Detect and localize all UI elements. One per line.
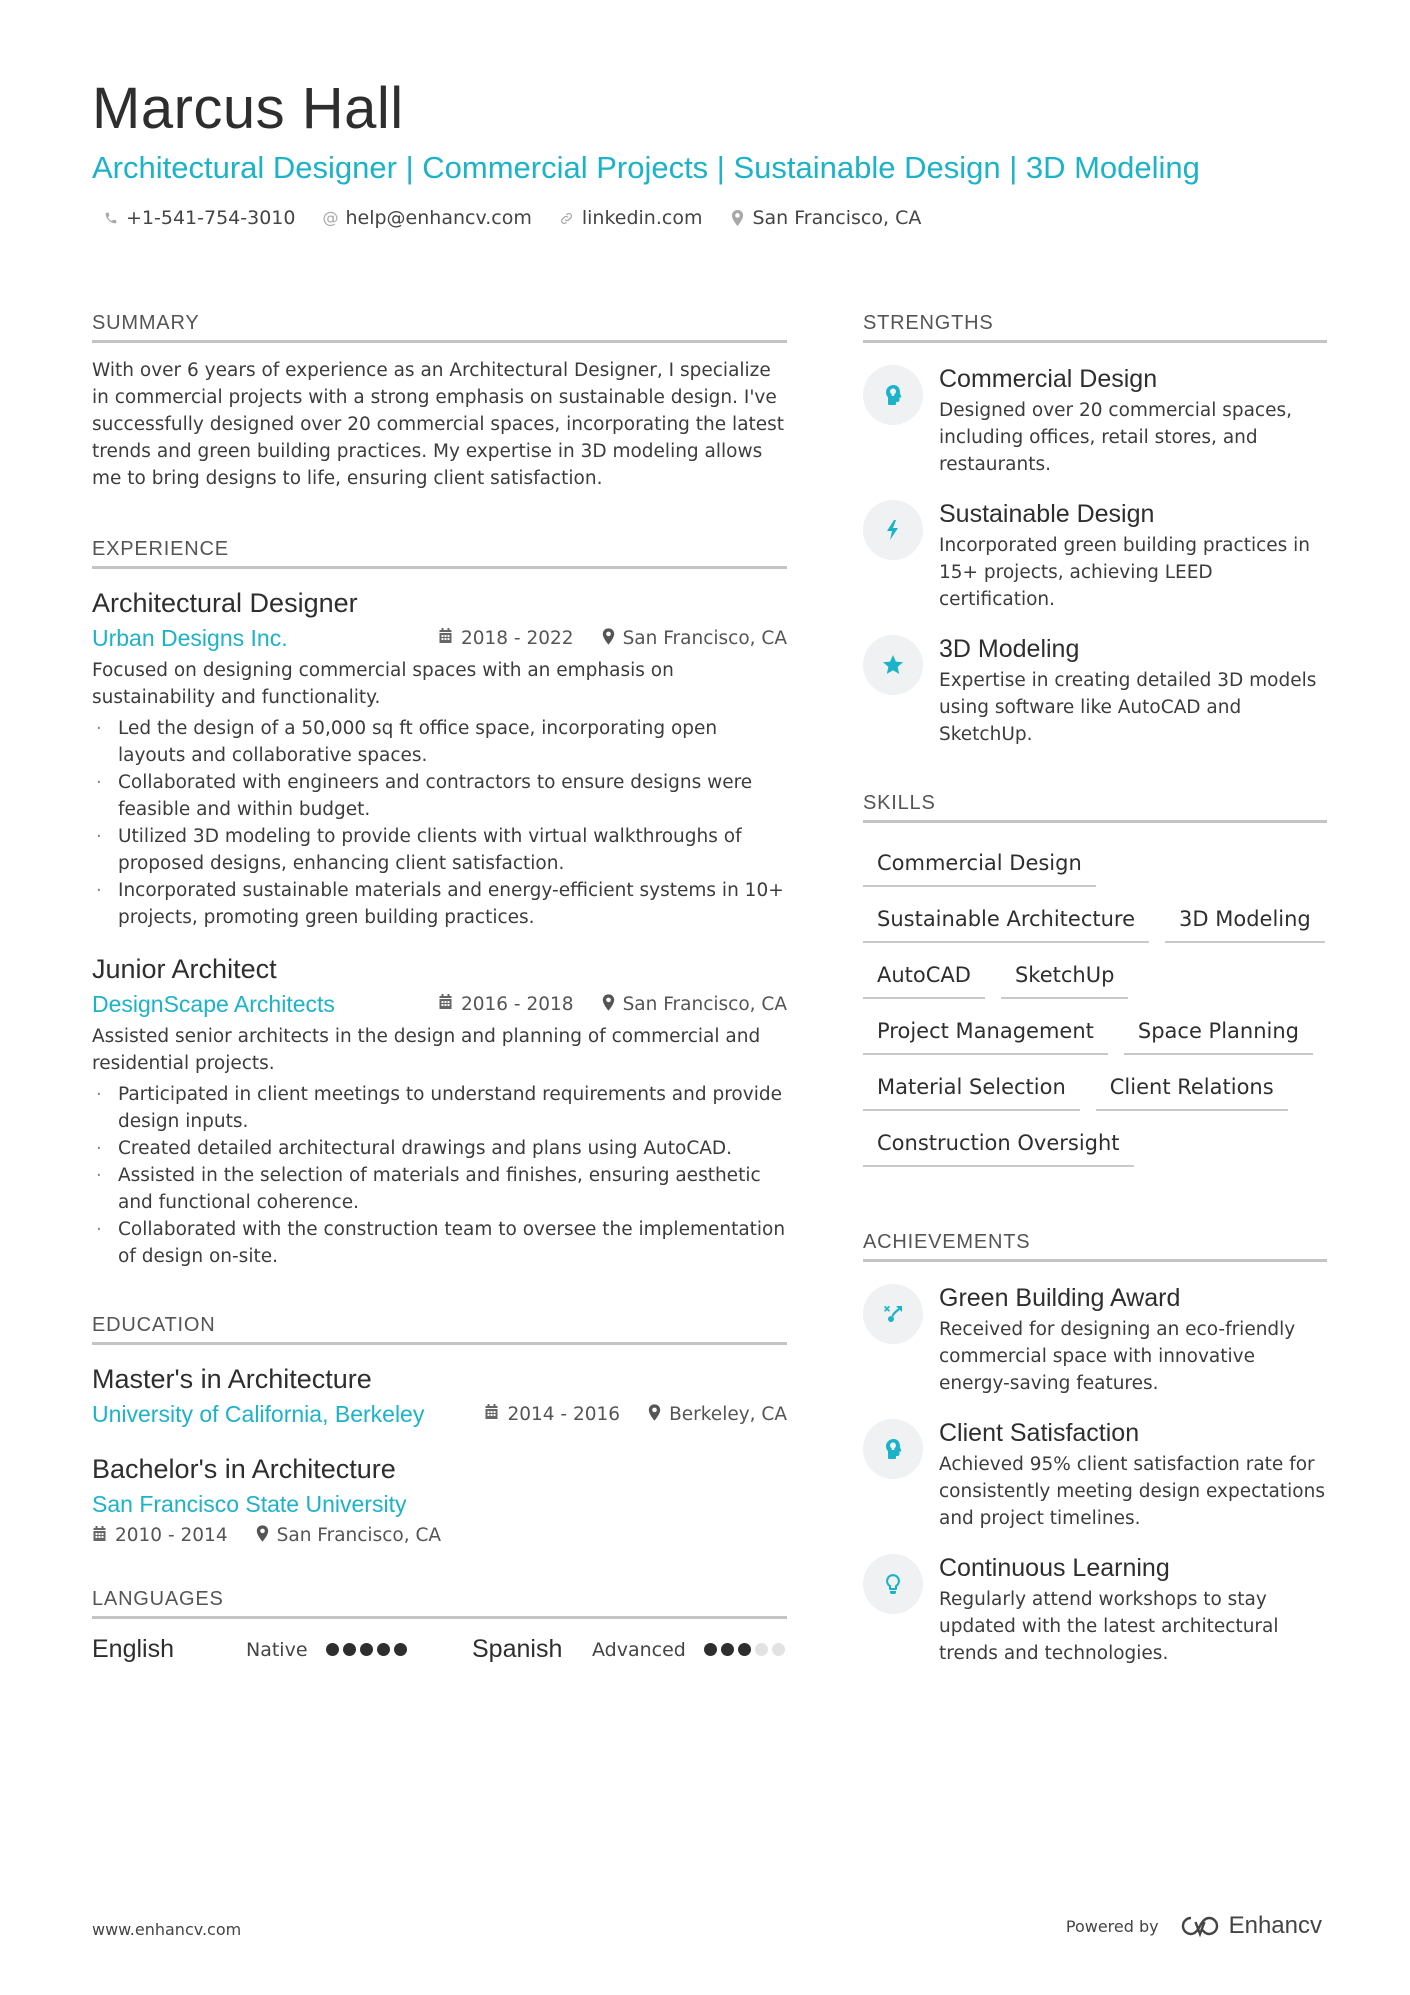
location-icon (256, 1525, 269, 1546)
dot-empty (772, 1643, 785, 1656)
location-icon (728, 210, 746, 226)
achievement-description: Achieved 95% client satisfaction rate for consistently meeting design expectations and project timelines. (939, 1454, 1325, 1529)
resume-header (92, 72, 1332, 230)
head-brain-icon (863, 1419, 923, 1479)
achievement-description: Regularly attend workshops to stay updated with the latest architectural trends and technologies. (939, 1589, 1279, 1664)
strength-description: Designed over 20 commercial spaces, including offices, retail stores, and restaurants. (939, 400, 1293, 475)
education-dates-text: 2010 - 2014 (115, 1525, 228, 1546)
skills-section (863, 790, 1327, 1167)
strength-description: Expertise in creating detailed 3D models using software like AutoCAD and SketchUp. (939, 670, 1317, 745)
skill-tag: Space Planning (1124, 1013, 1313, 1055)
strength-body (939, 633, 1327, 748)
achievement-item (863, 1282, 1327, 1397)
contact-linkedin[interactable] (558, 206, 703, 230)
job-title: Architectural Designer (92, 588, 358, 618)
lightning-icon (863, 500, 923, 560)
strengths-heading: STRENGTHS (863, 310, 1327, 343)
degree-title: Master's in Architecture (92, 1364, 372, 1394)
experience-heading: EXPERIENCE (92, 536, 787, 569)
skill-tag: Material Selection (863, 1069, 1080, 1111)
location-icon (648, 1404, 661, 1425)
location-icon (602, 994, 615, 1015)
education-dates (484, 1404, 620, 1425)
dot-filled (360, 1643, 373, 1656)
calendar-icon (484, 1404, 499, 1424)
strength-item (863, 363, 1327, 478)
bullet-item: · Participated in client meetings to understand requirements and provide design inputs. (92, 1081, 787, 1135)
at-icon: @ (322, 208, 339, 227)
summary-section (92, 310, 787, 492)
strength-title: 3D Modeling (939, 635, 1080, 663)
education-location (648, 1404, 787, 1425)
right-column (863, 310, 1327, 1701)
contact-email-text: help@enhancv.com (345, 207, 532, 229)
language-name: English (92, 1635, 174, 1663)
bullet-item: · Utilized 3D modeling to provide clients with virtual walkthroughs of proposed designs, enhancing client satisfaction. (92, 823, 787, 877)
achievement-title: Green Building Award (939, 1284, 1181, 1312)
enhancv-logo[interactable] (1177, 1912, 1322, 1940)
strength-body (939, 498, 1327, 613)
bullet-item: · Created detailed architectural drawings and plans using AutoCAD. (92, 1135, 787, 1162)
bullet-item: · Assisted in the selection of materials and finishes, ensuring aesthetic and functional coherence. (92, 1162, 787, 1216)
strength-description: Incorporated green building practices in 15+ projects, achieving LEED certification. (939, 535, 1311, 610)
skill-tag: Sustainable Architecture (863, 901, 1149, 943)
proficiency-dots (326, 1643, 407, 1656)
job-bullets (92, 715, 787, 931)
company-name: DesignScape Architects (92, 991, 335, 1017)
job-location (602, 994, 787, 1015)
job-bullets (92, 1081, 787, 1270)
language-level: Native (246, 1638, 308, 1661)
job-meta (92, 989, 787, 1019)
bullet-item: · Incorporated sustainable materials and energy-efficient systems in 10+ projects, promoting green building practices. (92, 877, 787, 931)
dot-filled (377, 1643, 390, 1656)
strength-title: Sustainable Design (939, 500, 1155, 528)
education-section (92, 1312, 787, 1546)
dot-filled (343, 1643, 356, 1656)
job-meta (92, 623, 787, 653)
school-name: University of California, Berkeley (92, 1401, 425, 1427)
star-icon (863, 635, 923, 695)
languages-heading: LANGUAGES (92, 1586, 787, 1619)
skill-tag: Client Relations (1096, 1069, 1288, 1111)
job-dates-text: 2018 - 2022 (460, 627, 574, 649)
contact-location (728, 206, 921, 230)
calendar-icon (438, 994, 453, 1014)
education-location-text: San Francisco, CA (276, 1525, 442, 1546)
education-dates (92, 1525, 228, 1546)
job-entry (92, 585, 787, 931)
achievement-body (939, 1552, 1327, 1667)
dot-empty (755, 1643, 768, 1656)
education-meta-right (484, 1404, 787, 1425)
dot-filled (738, 1643, 751, 1656)
job-description: Assisted senior architects in the design and planning of commercial and residential projects. (92, 1026, 761, 1074)
skill-tag: Construction Oversight (863, 1125, 1134, 1167)
enhancv-logo-icon (1177, 1914, 1221, 1938)
proficiency-dots (704, 1643, 785, 1656)
candidate-headline: Architectural Designer | Commercial Projects | Sustainable Design | 3D Modeling (92, 150, 1200, 185)
education-heading: EDUCATION (92, 1312, 787, 1345)
left-column (92, 310, 787, 1698)
contact-email[interactable] (321, 206, 531, 230)
skill-tag: SketchUp (1001, 957, 1128, 999)
dot-filled (394, 1643, 407, 1656)
education-location (256, 1525, 441, 1546)
achievement-body (939, 1417, 1327, 1532)
school-name: San Francisco State University (92, 1491, 407, 1517)
bullet-item: · Collaborated with engineers and contractors to ensure designs were feasible and within budget. (92, 769, 787, 823)
strength-body (939, 363, 1327, 478)
education-entry (92, 1451, 787, 1546)
dot-filled (704, 1643, 717, 1656)
languages-section (92, 1586, 787, 1664)
skill-tag: Commercial Design (863, 845, 1096, 887)
dot-filled (326, 1643, 339, 1656)
location-icon (602, 628, 615, 649)
languages-row (92, 1635, 787, 1664)
job-entry (92, 951, 787, 1270)
contact-row (92, 206, 1332, 230)
language-item (472, 1635, 785, 1664)
achievement-item (863, 1552, 1327, 1667)
achievements-section (863, 1229, 1327, 1667)
language-item (92, 1635, 462, 1664)
education-location-text: Berkeley, CA (669, 1403, 787, 1425)
calendar-icon (438, 628, 453, 648)
link-icon (558, 211, 576, 226)
achievement-body (939, 1282, 1327, 1397)
candidate-name: Marcus Hall (92, 76, 404, 141)
strengths-section (863, 310, 1327, 748)
strategy-route-icon (863, 1284, 923, 1344)
skill-tag: Project Management (863, 1013, 1108, 1055)
skill-tag: 3D Modeling (1165, 901, 1325, 943)
education-entry (92, 1361, 787, 1429)
summary-heading: SUMMARY (92, 310, 787, 343)
skills-list (863, 845, 1327, 1167)
skill-tag: AutoCAD (863, 957, 985, 999)
education-meta (92, 1525, 787, 1546)
footer-website-link[interactable]: www.enhancv.com (92, 1920, 242, 1939)
contact-phone-text: +1-541-754-3010 (126, 207, 296, 229)
degree-title: Bachelor's in Architecture (92, 1454, 396, 1484)
job-location (602, 628, 787, 649)
education-dates-text: 2014 - 2016 (507, 1403, 621, 1425)
job-meta-right (438, 994, 787, 1015)
language-name: Spanish (472, 1635, 563, 1663)
achievements-heading: ACHIEVEMENTS (863, 1229, 1327, 1262)
strength-title: Commercial Design (939, 365, 1158, 393)
contact-linkedin-text: linkedin.com (581, 207, 703, 229)
contact-phone[interactable] (102, 206, 295, 230)
bullet-item: · Collaborated with the construction team to oversee the implementation of design on-site. (92, 1216, 787, 1270)
achievement-description: Received for designing an eco-friendly commercial space with innovative energy-saving features. (939, 1319, 1296, 1394)
job-location-text: San Francisco, CA (622, 993, 787, 1015)
powered-by-label: Powered by (1065, 1916, 1159, 1936)
job-dates (438, 628, 574, 649)
brand-name: Enhancv (1228, 1912, 1322, 1939)
education-meta (92, 1399, 787, 1429)
bullet-item: · Led the design of a 50,000 sq ft office space, incorporating open layouts and collaborative spaces. (92, 715, 787, 769)
job-description: Focused on designing commercial spaces with an emphasis on sustainability and functionality. (92, 660, 674, 708)
language-level: Advanced (592, 1638, 686, 1661)
footer-branding (1066, 1912, 1322, 1940)
job-title: Junior Architect (92, 954, 277, 984)
skills-heading: SKILLS (863, 790, 1327, 823)
summary-text: With over 6 years of experience as an Architectural Designer, I specialize in commercial projects with a strong emphasis on sustainable design. I've successfully designed over 20 commercial spaces, incorporating the latest trends and green building practices. My expertise in 3D modeling allows me to bring designs to life, ensuring client satisfaction. (92, 360, 785, 489)
strength-item (863, 498, 1327, 613)
achievement-title: Client Satisfaction (939, 1419, 1140, 1447)
calendar-icon (92, 1526, 107, 1546)
achievement-item (863, 1417, 1327, 1532)
contact-location-text: San Francisco, CA (752, 207, 922, 229)
job-dates (438, 994, 574, 1015)
job-location-text: San Francisco, CA (622, 627, 787, 649)
job-meta-right (438, 628, 787, 649)
strength-item (863, 633, 1327, 748)
dot-filled (721, 1643, 734, 1656)
achievement-title: Continuous Learning (939, 1554, 1170, 1582)
company-name: Urban Designs Inc. (92, 625, 288, 651)
experience-section (92, 536, 787, 1270)
phone-icon (102, 211, 120, 225)
lightbulb-icon (863, 1554, 923, 1614)
job-dates-text: 2016 - 2018 (460, 993, 574, 1015)
head-brain-icon (863, 365, 923, 425)
